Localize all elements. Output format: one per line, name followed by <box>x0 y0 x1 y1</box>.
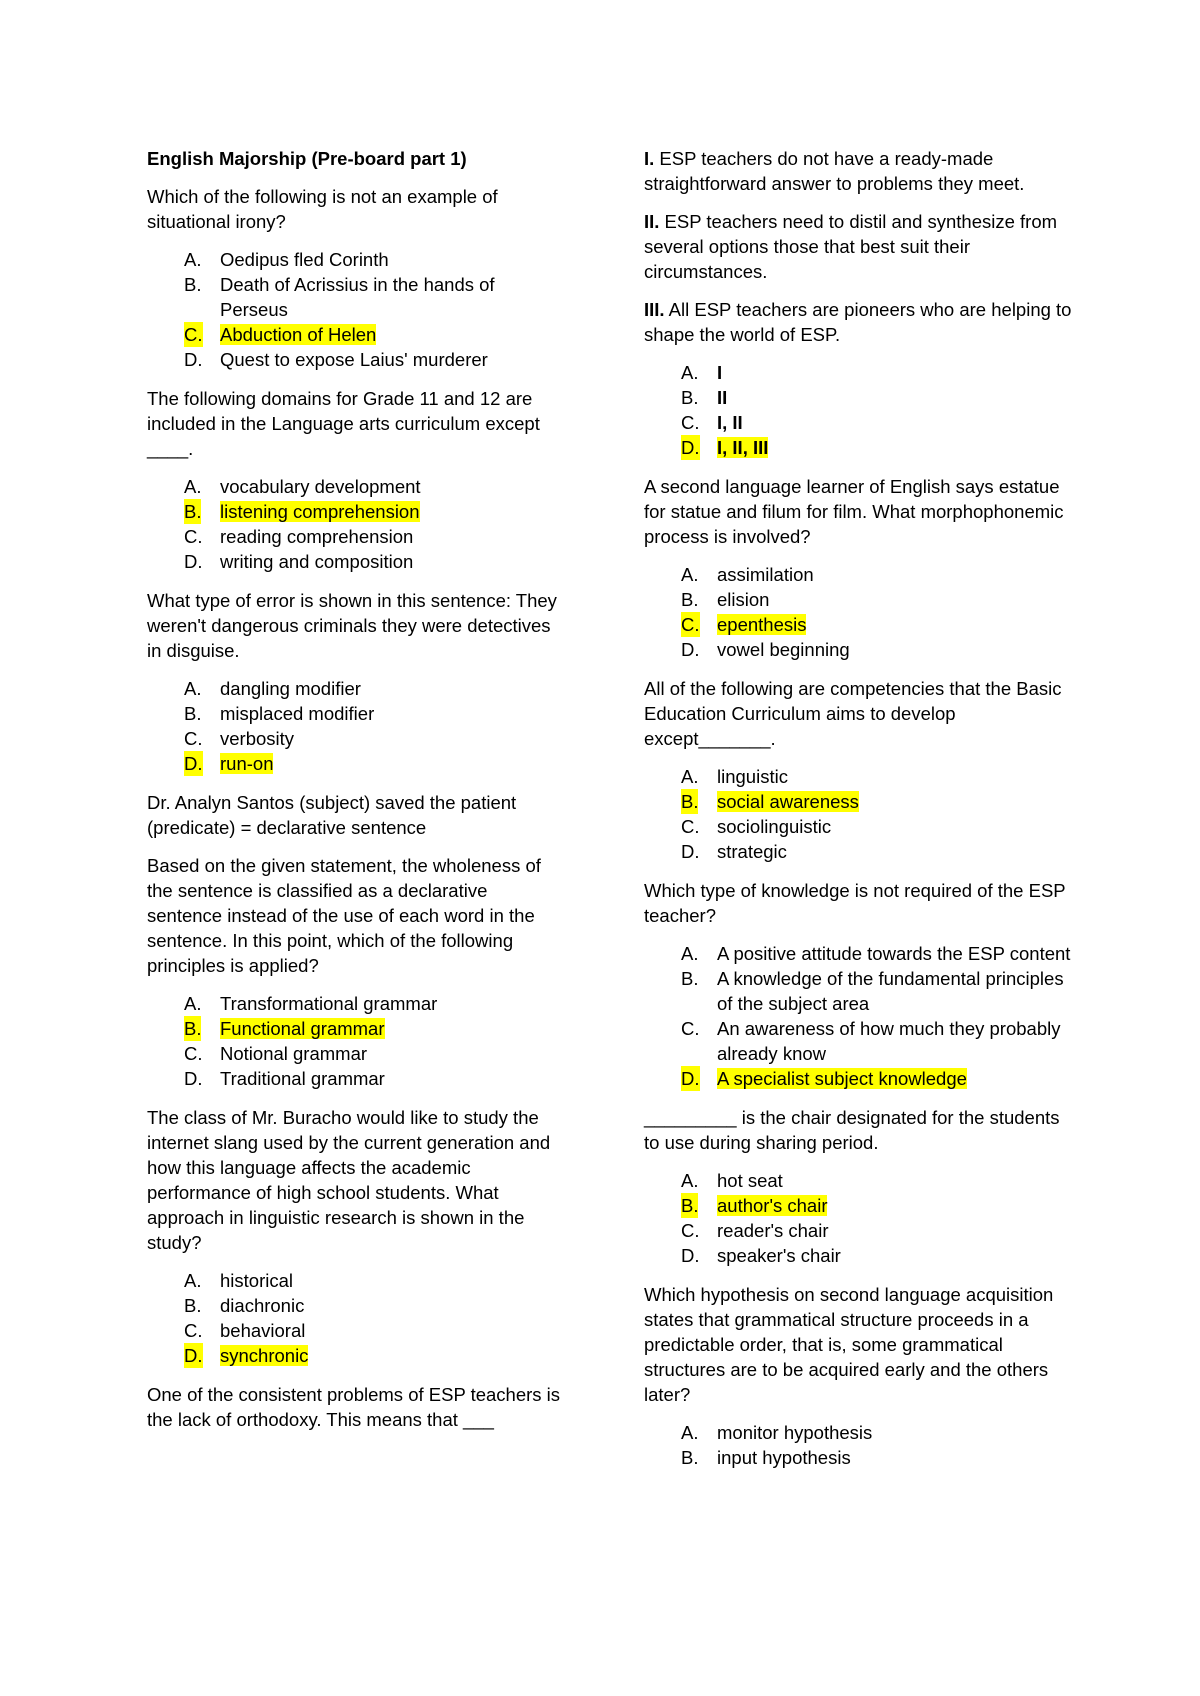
option-letter: B. <box>184 1295 202 1316</box>
option-text: run-on <box>220 753 274 774</box>
option-item-correct <box>644 1193 1074 1218</box>
option-text: dangling modifier <box>220 678 361 699</box>
option-item <box>644 1218 1074 1243</box>
answer-options <box>147 991 567 1091</box>
option-item <box>644 1016 1074 1066</box>
option-letter: C. <box>681 816 700 837</box>
option-text: Functional grammar <box>220 1018 385 1039</box>
option-text: reader's chair <box>717 1220 829 1241</box>
option-text: synchronic <box>220 1345 309 1366</box>
right-column <box>644 146 1074 1484</box>
option-item <box>147 991 567 1016</box>
question-text: One of the consistent problems of ESP teachers is the lack of orthodoxy. This means that ___ <box>147 1384 561 1430</box>
option-text: input hypothesis <box>717 1447 851 1468</box>
left-column <box>147 146 567 1445</box>
question-text: Based on the given statement, the wholeness of the sentence is classified as a declarative sentence instead of the use of each word in the sentence. In this point, which of the following principles is applied? <box>147 855 541 976</box>
option-item <box>644 587 1074 612</box>
option-letter: C. <box>681 614 700 635</box>
option-item <box>147 1268 567 1293</box>
option-letter: D. <box>184 1068 203 1089</box>
option-text: A positive attitude towards the ESP content <box>717 943 1071 964</box>
page-title: English Majorship (Pre-board part 1) <box>147 148 467 169</box>
answer-options <box>147 676 567 776</box>
statement-1 <box>644 146 1074 196</box>
option-letter: D. <box>681 639 700 660</box>
option-item <box>644 410 1074 435</box>
option-item <box>147 1041 567 1066</box>
option-item-correct <box>147 322 567 347</box>
option-letter: C. <box>184 1043 203 1064</box>
option-text: listening comprehension <box>220 501 420 522</box>
option-letter: A. <box>681 1170 699 1191</box>
option-text: A knowledge of the fundamental principles of the subject area <box>717 968 1064 1014</box>
option-letter: B. <box>681 589 699 610</box>
option-letter: A. <box>681 766 699 787</box>
answer-options <box>644 764 1074 864</box>
option-letter: C. <box>184 526 203 547</box>
option-text: historical <box>220 1270 293 1291</box>
option-letter: B. <box>681 1447 699 1468</box>
answer-options <box>147 1268 567 1368</box>
option-text: behavioral <box>220 1320 306 1341</box>
option-text: vocabulary development <box>220 476 421 497</box>
option-item <box>147 1318 567 1343</box>
option-letter: A. <box>681 362 699 383</box>
option-letter: B. <box>184 274 202 295</box>
option-letter: D. <box>681 1068 700 1089</box>
statement-text: All ESP teachers are pioneers who are helping to shape the world of ESP. <box>644 299 1072 345</box>
option-item <box>644 814 1074 839</box>
statement-text: ESP teachers need to distil and synthesize from several options those that best suit their circumstances. <box>644 211 1058 282</box>
option-text: strategic <box>717 841 787 862</box>
option-letter: D. <box>681 437 700 458</box>
statement-2 <box>644 209 1074 284</box>
option-item <box>644 1420 1074 1445</box>
option-text: diachronic <box>220 1295 305 1316</box>
option-item <box>644 1445 1074 1470</box>
option-text: II <box>717 387 728 408</box>
answer-options <box>644 562 1074 662</box>
answer-options <box>644 1168 1074 1268</box>
option-text: misplaced modifier <box>220 703 375 724</box>
option-item <box>147 549 567 574</box>
option-item-correct <box>644 1066 1074 1091</box>
option-item-correct <box>147 1016 567 1041</box>
option-text: speaker's chair <box>717 1245 841 1266</box>
option-item <box>644 764 1074 789</box>
option-letter: B. <box>184 703 202 724</box>
option-item <box>644 360 1074 385</box>
answer-options <box>644 1420 1074 1470</box>
option-item <box>644 385 1074 410</box>
question-text: _________ is the chair designated for the students to use during sharing period. <box>644 1107 1060 1153</box>
option-item <box>644 637 1074 662</box>
question-text: Which of the following is not an example of situational irony? <box>147 186 498 232</box>
option-letter: A. <box>184 249 202 270</box>
option-item-correct <box>644 435 1074 460</box>
question-text: The class of Mr. Buracho would like to study the internet slang used by the current generation and how this language affects the academic performance of high school students. What approach in linguistic research is shown in the study? <box>147 1107 551 1253</box>
option-letter: D. <box>184 349 203 370</box>
option-item-correct <box>644 789 1074 814</box>
option-item <box>147 1293 567 1318</box>
statement-numeral: III. <box>644 299 665 320</box>
option-letter: B. <box>681 791 699 812</box>
option-item-correct <box>147 751 567 776</box>
option-text: Death of Acrissius in the hands of Perseus <box>220 274 495 320</box>
question-text: Which hypothesis on second language acquisition states that grammatical structure proceeds in a predictable order, that is, some grammatical structures are to be acquired early and the others later? <box>644 1284 1054 1405</box>
option-letter: C. <box>681 412 700 433</box>
option-letter: B. <box>681 968 699 989</box>
option-letter: A. <box>681 1422 699 1443</box>
option-letter: A. <box>681 943 699 964</box>
question-text: Which type of knowledge is not required of the ESP teacher? <box>644 880 1066 926</box>
option-item <box>147 1066 567 1091</box>
statement-3 <box>644 297 1074 347</box>
option-letter: A. <box>184 476 202 497</box>
option-letter: A. <box>184 1270 202 1291</box>
option-text: Oedipus fled Corinth <box>220 249 389 270</box>
option-item <box>147 676 567 701</box>
option-text: hot seat <box>717 1170 783 1191</box>
option-letter: A. <box>184 678 202 699</box>
answer-options <box>644 941 1074 1091</box>
option-item-correct <box>147 1343 567 1368</box>
option-letter: B. <box>184 1018 202 1039</box>
option-text: writing and composition <box>220 551 414 572</box>
option-item <box>644 1168 1074 1193</box>
option-text: I, II, III <box>717 437 769 458</box>
option-letter: B. <box>681 1195 699 1216</box>
option-letter: B. <box>681 387 699 408</box>
statement-numeral: II. <box>644 211 660 232</box>
option-item <box>147 247 567 272</box>
option-item <box>147 347 567 372</box>
option-item <box>147 726 567 751</box>
option-item <box>147 272 567 322</box>
option-letter: B. <box>184 501 202 522</box>
option-letter: C. <box>184 728 203 749</box>
option-text: linguistic <box>717 766 788 787</box>
option-text: epenthesis <box>717 614 807 635</box>
option-item <box>147 474 567 499</box>
option-text: social awareness <box>717 791 859 812</box>
option-item-correct <box>644 612 1074 637</box>
option-text: I <box>717 362 723 383</box>
option-letter: A. <box>681 564 699 585</box>
option-text: An awareness of how much they probably already know <box>717 1018 1061 1064</box>
option-text: sociolinguistic <box>717 816 832 837</box>
option-text: Abduction of Helen <box>220 324 377 345</box>
question-text: A second language learner of English says estatue for statue and filum for film. What morphophonemic process is involved? <box>644 476 1064 547</box>
option-letter: D. <box>681 1245 700 1266</box>
option-letter: A. <box>184 993 202 1014</box>
option-letter: D. <box>184 1345 203 1366</box>
statement-numeral: I. <box>644 148 655 169</box>
option-letter: C. <box>184 324 203 345</box>
answer-options <box>644 360 1074 460</box>
option-item <box>644 562 1074 587</box>
option-text: Transformational grammar <box>220 993 438 1014</box>
question-text: The following domains for Grade 11 and 12 are included in the Language arts curriculum except ____. <box>147 388 540 459</box>
option-letter: C. <box>681 1018 700 1039</box>
option-text: Quest to expose Laius' murderer <box>220 349 488 370</box>
question-text: All of the following are competencies that the Basic Education Curriculum aims to develop except_______. <box>644 678 1062 749</box>
option-item-correct <box>147 499 567 524</box>
option-item <box>147 524 567 549</box>
option-text: vowel beginning <box>717 639 850 660</box>
option-text: monitor hypothesis <box>717 1422 873 1443</box>
option-letter: D. <box>184 753 203 774</box>
option-letter: D. <box>681 841 700 862</box>
option-item <box>644 1243 1074 1268</box>
option-letter: D. <box>184 551 203 572</box>
option-text: elision <box>717 589 770 610</box>
option-text: Notional grammar <box>220 1043 368 1064</box>
option-text: assimilation <box>717 564 814 585</box>
answer-highlight <box>184 324 377 345</box>
option-item <box>644 839 1074 864</box>
option-letter: C. <box>184 1320 203 1341</box>
option-letter: C. <box>681 1220 700 1241</box>
answer-options <box>147 474 567 574</box>
option-text: author's chair <box>717 1195 828 1216</box>
option-text: I, II <box>717 412 743 433</box>
option-text: A specialist subject knowledge <box>717 1068 967 1089</box>
statement-text: ESP teachers do not have a ready-made straightforward answer to problems they meet. <box>644 148 1025 194</box>
statement-text: Dr. Analyn Santos (subject) saved the patient (predicate) = declarative sentence <box>147 792 517 838</box>
option-item <box>644 941 1074 966</box>
option-text: reading comprehension <box>220 526 414 547</box>
option-text: verbosity <box>220 728 295 749</box>
option-item <box>147 701 567 726</box>
option-text: Traditional grammar <box>220 1068 385 1089</box>
answer-options <box>147 247 567 372</box>
option-item <box>644 966 1074 1016</box>
question-text: What type of error is shown in this sentence: They weren't dangerous criminals they were detectives in disguise. <box>147 590 557 661</box>
